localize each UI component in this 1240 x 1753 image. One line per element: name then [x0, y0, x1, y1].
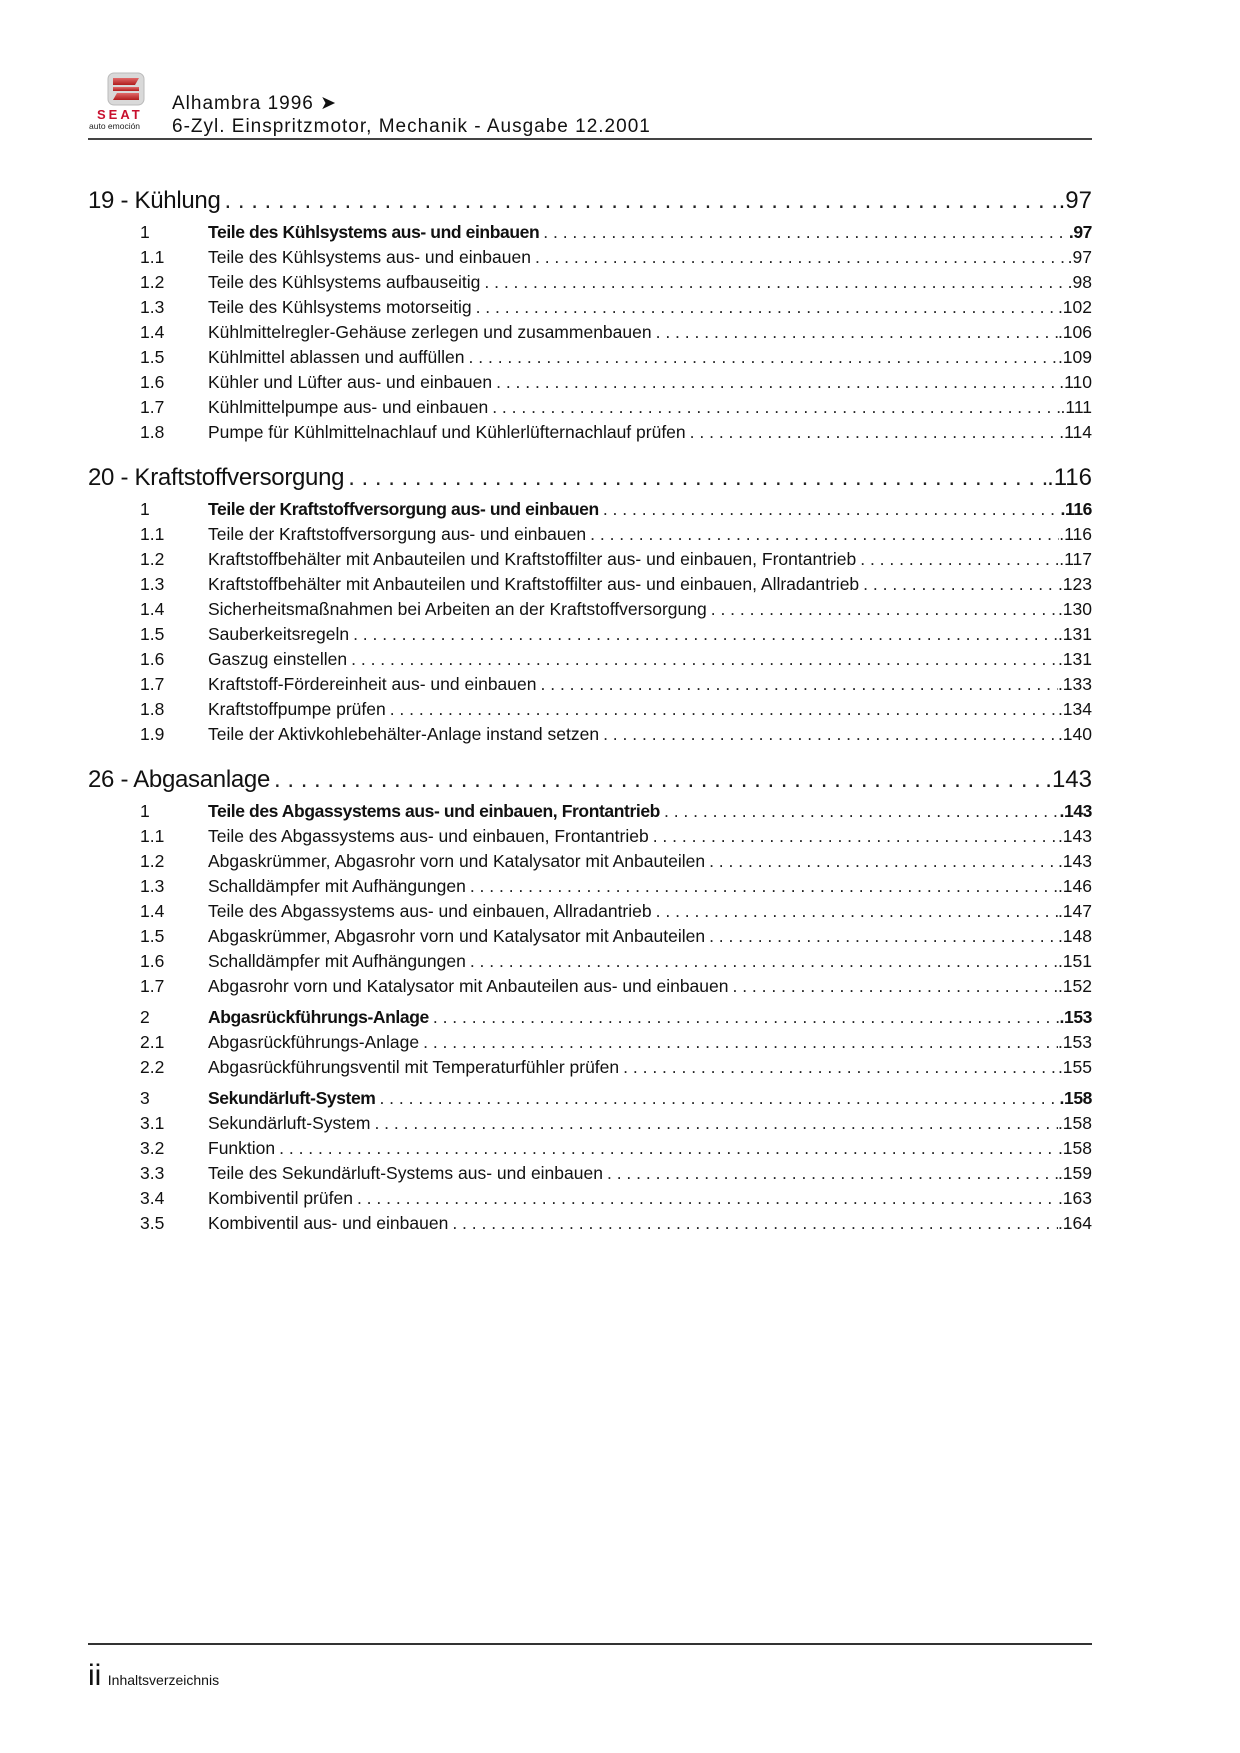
section-number: 3	[140, 1088, 150, 1108]
toc-section-heading[interactable]	[88, 220, 1092, 245]
dot-leader	[863, 572, 1058, 597]
entry-title: Teile des Sekundärluft-Systems aus- und einbauen	[208, 1163, 603, 1183]
toc-entry[interactable]	[88, 1030, 1092, 1055]
entry-page: .131	[1057, 624, 1092, 644]
entry-page: .117	[1059, 549, 1092, 569]
entry-number: 1.6	[140, 951, 165, 971]
entry-number: 1.4	[140, 599, 165, 619]
section-number: 2	[140, 1007, 150, 1027]
entry-title: Schalldämpfer mit Aufhängungen	[208, 951, 466, 971]
footer-divider	[88, 1643, 1092, 1645]
dot-leader	[709, 924, 1058, 949]
section-title: Abgasrückführungs-Anlage	[208, 1007, 429, 1027]
entry-number: 1.5	[140, 926, 165, 946]
toc-entry[interactable]	[88, 395, 1092, 420]
entry-page: .130	[1057, 599, 1092, 619]
entry-page: .158	[1057, 1113, 1092, 1133]
entry-title: Kombiventil aus- und einbauen	[208, 1213, 449, 1233]
section-title: Teile der Kraftstoffversorgung aus- und einbauen	[208, 499, 599, 519]
chapter-page: .116	[1047, 464, 1092, 491]
entry-title: Schalldämpfer mit Aufhängungen	[208, 876, 466, 896]
entry-page: .158	[1057, 1138, 1092, 1158]
entry-title: Funktion	[208, 1138, 276, 1158]
entry-title: Kraftstoff-Fördereinheit aus- und einbauen	[208, 674, 537, 694]
toc-entry[interactable]	[88, 522, 1092, 547]
toc-chapter-heading[interactable]	[88, 463, 1092, 493]
section-page: .143	[1059, 801, 1092, 821]
toc-section-heading[interactable]	[88, 497, 1092, 522]
dot-leader	[732, 974, 1057, 999]
entry-number: 1.7	[140, 976, 165, 996]
entry-number: 1.6	[140, 372, 165, 392]
entry-number: 1.7	[140, 674, 165, 694]
toc-entry[interactable]	[88, 1186, 1092, 1211]
entry-number: 1.5	[140, 624, 165, 644]
dot-leader	[603, 722, 1058, 747]
entry-title: Teile des Kühlsystems aus- und einbauen	[208, 247, 531, 267]
toc-entry[interactable]	[88, 245, 1092, 270]
dot-leader	[535, 245, 1068, 270]
toc-entry[interactable]	[88, 1161, 1092, 1186]
section-title: Sekundärluft-System	[208, 1088, 376, 1108]
entry-number: 1.5	[140, 347, 165, 367]
toc-section-heading[interactable]	[88, 799, 1092, 824]
toc-entry[interactable]	[88, 370, 1092, 395]
entry-page: .131	[1057, 649, 1092, 669]
entry-number: 1.2	[140, 549, 165, 569]
toc-entry[interactable]	[88, 420, 1092, 445]
table-of-contents	[88, 186, 1092, 1254]
toc-chapter-heading[interactable]	[88, 186, 1092, 216]
toc-entry[interactable]	[88, 295, 1092, 320]
toc-entry[interactable]	[88, 697, 1092, 722]
dot-leader	[690, 420, 1060, 445]
entry-page: .114	[1059, 422, 1092, 442]
entry-number: 3.3	[140, 1163, 165, 1183]
entry-page: .152	[1057, 976, 1092, 996]
entry-number: 1.4	[140, 901, 165, 921]
entry-title: Kraftstoffpumpe prüfen	[208, 699, 386, 719]
entry-page: .148	[1057, 926, 1092, 946]
dot-leader	[623, 1055, 1058, 1080]
toc-entry[interactable]	[88, 974, 1092, 999]
entry-number: 1.8	[140, 699, 165, 719]
chapter-page: .97	[1058, 187, 1092, 214]
toc-chapter-block	[88, 765, 1092, 1236]
entry-title: Kraftstoffbehälter mit Anbauteilen und Kraftstoffilter aus- und einbauen, Frontantrieb	[208, 549, 857, 569]
entry-page: .97	[1067, 247, 1092, 267]
toc-entry[interactable]	[88, 320, 1092, 345]
entry-number: 1.1	[140, 247, 165, 267]
dot-leader	[470, 949, 1058, 974]
logo-brand: SEAT	[97, 107, 143, 122]
entry-page: .163	[1057, 1188, 1092, 1208]
entry-page: .116	[1059, 524, 1092, 544]
entry-title: Kraftstoffbehälter mit Anbauteilen und Kraftstoffilter aus- und einbauen, Allradantrieb	[208, 574, 860, 594]
entry-page: .111	[1060, 397, 1092, 417]
toc-entry[interactable]	[88, 722, 1092, 747]
dot-leader	[374, 1111, 1058, 1136]
toc-entry[interactable]	[88, 824, 1092, 849]
dot-leader	[353, 622, 1058, 647]
toc-entry[interactable]	[88, 622, 1092, 647]
seat-emblem-icon	[106, 72, 146, 106]
dot-leader	[274, 765, 1045, 795]
toc-entry[interactable]	[88, 1211, 1092, 1236]
entry-page: .98	[1067, 272, 1092, 292]
entry-number: 1.2	[140, 272, 165, 292]
entry-title: Kühlmittelregler-Gehäuse zerlegen und zusammenbauen	[208, 322, 652, 342]
entry-page: .143	[1057, 826, 1092, 846]
dot-leader	[590, 522, 1059, 547]
entry-title: Abgaskrümmer, Abgasrohr vorn und Katalysator mit Anbauteilen	[208, 926, 706, 946]
entry-page: .123	[1057, 574, 1092, 594]
toc-entry[interactable]	[88, 849, 1092, 874]
dot-leader	[496, 370, 1059, 395]
header-divider	[88, 138, 1092, 140]
entry-page: .109	[1057, 347, 1092, 367]
entry-title: Kühlmittel ablassen und auffüllen	[208, 347, 465, 367]
entry-title: Teile der Kraftstoffversorgung aus- und einbauen	[208, 524, 587, 544]
dot-leader	[664, 799, 1060, 824]
entry-number: 1.7	[140, 397, 165, 417]
page-footer	[88, 1643, 1092, 1693]
entry-number: 1.3	[140, 297, 165, 317]
section-number: 1	[140, 499, 150, 519]
dot-leader	[709, 849, 1058, 874]
page-header	[88, 70, 1092, 140]
section-title: Teile des Kühlsystems aus- und einbauen	[208, 222, 540, 242]
seat-logo	[88, 70, 166, 132]
entry-title: Sauberkeitsregeln	[208, 624, 350, 644]
entry-number: 1.6	[140, 649, 165, 669]
entry-title: Kombiventil prüfen	[208, 1188, 353, 1208]
entry-title: Abgaskrümmer, Abgasrohr vorn und Katalysator mit Anbauteilen	[208, 851, 706, 871]
chapter-title: 20 - Kraftstoffversorgung	[88, 464, 345, 491]
dot-leader	[543, 220, 1069, 245]
dot-leader	[390, 697, 1058, 722]
entry-title: Teile des Abgassystems aus- und einbauen, Allradantrieb	[208, 901, 652, 921]
toc-section-heading[interactable]	[88, 1086, 1092, 1111]
dot-leader	[379, 1086, 1059, 1111]
document-subtitle: 6-Zyl. Einspritzmotor, Mechanik - Ausgabe 12.2001	[172, 116, 651, 137]
entry-page: .134	[1057, 699, 1092, 719]
entry-page: .147	[1057, 901, 1092, 921]
dot-leader	[279, 1136, 1058, 1161]
entry-page: .155	[1057, 1057, 1092, 1077]
section-number: 1	[140, 222, 150, 242]
entry-title: Abgasrückführungs-Anlage	[208, 1032, 420, 1052]
toc-entry[interactable]	[88, 597, 1092, 622]
dot-leader	[351, 647, 1058, 672]
dot-leader	[357, 1186, 1058, 1211]
entry-number: 1.1	[140, 524, 165, 544]
entry-number: 1.3	[140, 876, 165, 896]
entry-number: 3.2	[140, 1138, 165, 1158]
logo-tagline: auto emoción	[89, 121, 141, 131]
toc-entry[interactable]	[88, 874, 1092, 899]
entry-page: .102	[1057, 297, 1092, 317]
dot-leader	[484, 270, 1067, 295]
toc-entry[interactable]	[88, 924, 1092, 949]
entry-page: .146	[1057, 876, 1092, 896]
entry-title: Pumpe für Kühlmittelnachlauf und Kühlerlüfternachlauf prüfen	[208, 422, 686, 442]
dot-leader	[470, 874, 1058, 899]
toc-chapter-heading[interactable]	[88, 765, 1092, 795]
entry-page: .140	[1057, 724, 1092, 744]
entry-title: Abgasrohr vorn und Katalysator mit Anbauteilen aus- und einbauen	[208, 976, 729, 996]
toc-section-heading[interactable]	[88, 1005, 1092, 1030]
dot-leader	[656, 320, 1058, 345]
dot-leader	[711, 597, 1058, 622]
entry-page: .153	[1057, 1032, 1092, 1052]
dot-leader	[433, 1005, 1060, 1030]
dot-leader	[656, 899, 1058, 924]
document-title: Alhambra 1996 ➤	[172, 93, 338, 114]
dot-leader	[476, 295, 1058, 320]
toc-chapter-block	[88, 463, 1092, 747]
dot-leader	[603, 497, 1061, 522]
entry-page: .159	[1057, 1163, 1092, 1183]
section-page: .116	[1060, 499, 1092, 519]
footer-label: Inhaltsverzeichnis	[107, 1672, 220, 1688]
dot-leader	[452, 1211, 1058, 1236]
toc-entry[interactable]	[88, 1055, 1092, 1080]
entry-title: Teile des Kühlsystems motorseitig	[208, 297, 472, 317]
entry-number: 2.1	[140, 1032, 165, 1052]
page-number: ii	[88, 1659, 102, 1692]
dot-leader	[860, 547, 1059, 572]
toc-entry[interactable]	[88, 270, 1092, 295]
section-page: .153	[1059, 1007, 1092, 1027]
dot-leader	[348, 463, 1047, 493]
entry-number: 1.4	[140, 322, 165, 342]
dot-leader	[225, 186, 1059, 216]
section-page: .158	[1059, 1088, 1092, 1108]
dot-leader	[492, 395, 1060, 420]
toc-entry[interactable]	[88, 1111, 1092, 1136]
entry-page: .106	[1057, 322, 1092, 342]
chapter-title: 19 - Kühlung	[88, 187, 221, 214]
toc-entry[interactable]	[88, 1136, 1092, 1161]
section-title: Teile des Abgassystems aus- und einbauen, Frontantrieb	[208, 801, 660, 821]
entry-title: Abgasrückführungsventil mit Temperaturfühler prüfen	[208, 1057, 620, 1077]
dot-leader	[423, 1030, 1058, 1055]
entry-page: .143	[1057, 851, 1092, 871]
chapter-title: 26 - Abgasanlage	[88, 766, 271, 793]
toc-entry[interactable]	[88, 345, 1092, 370]
entry-number: 1.3	[140, 574, 165, 594]
section-page: .97	[1068, 222, 1092, 242]
entry-page: .151	[1057, 951, 1092, 971]
entry-title: Teile des Abgassystems aus- und einbauen, Frontantrieb	[208, 826, 649, 846]
dot-leader	[607, 1161, 1058, 1186]
entry-title: Kühler und Lüfter aus- und einbauen	[208, 372, 493, 392]
entry-number: 3.1	[140, 1113, 165, 1133]
entry-number: 1.1	[140, 826, 165, 846]
toc-entry[interactable]	[88, 949, 1092, 974]
entry-title: Sicherheitsmaßnahmen bei Arbeiten an der Kraftstoffversorgung	[208, 599, 707, 619]
chapter-page: .143	[1045, 766, 1092, 793]
entry-page: .164	[1057, 1213, 1092, 1233]
entry-number: 1.2	[140, 851, 165, 871]
toc-entry[interactable]	[88, 572, 1092, 597]
entry-number: 3.5	[140, 1213, 165, 1233]
toc-entry[interactable]	[88, 899, 1092, 924]
section-number: 1	[140, 801, 150, 821]
toc-entry[interactable]	[88, 547, 1092, 572]
entry-number: 2.2	[140, 1057, 165, 1077]
entry-page: .110	[1059, 372, 1092, 392]
entry-title: Teile der Aktivkohlebehälter-Anlage instand setzen	[208, 724, 600, 744]
entry-title: Gaszug einstellen	[208, 649, 348, 669]
dot-leader	[653, 824, 1058, 849]
entry-title: Teile des Kühlsystems aufbauseitig	[208, 272, 481, 292]
toc-entry[interactable]	[88, 672, 1092, 697]
dot-leader	[541, 672, 1058, 697]
entry-number: 1.9	[140, 724, 165, 744]
entry-number: 3.4	[140, 1188, 165, 1208]
toc-entry[interactable]	[88, 647, 1092, 672]
entry-page: .133	[1057, 674, 1092, 694]
entry-title: Kühlmittelpumpe aus- und einbauen	[208, 397, 489, 417]
entry-title: Sekundärluft-System	[208, 1113, 371, 1133]
toc-chapter-block	[88, 186, 1092, 445]
entry-number: 1.8	[140, 422, 165, 442]
dot-leader	[469, 345, 1058, 370]
